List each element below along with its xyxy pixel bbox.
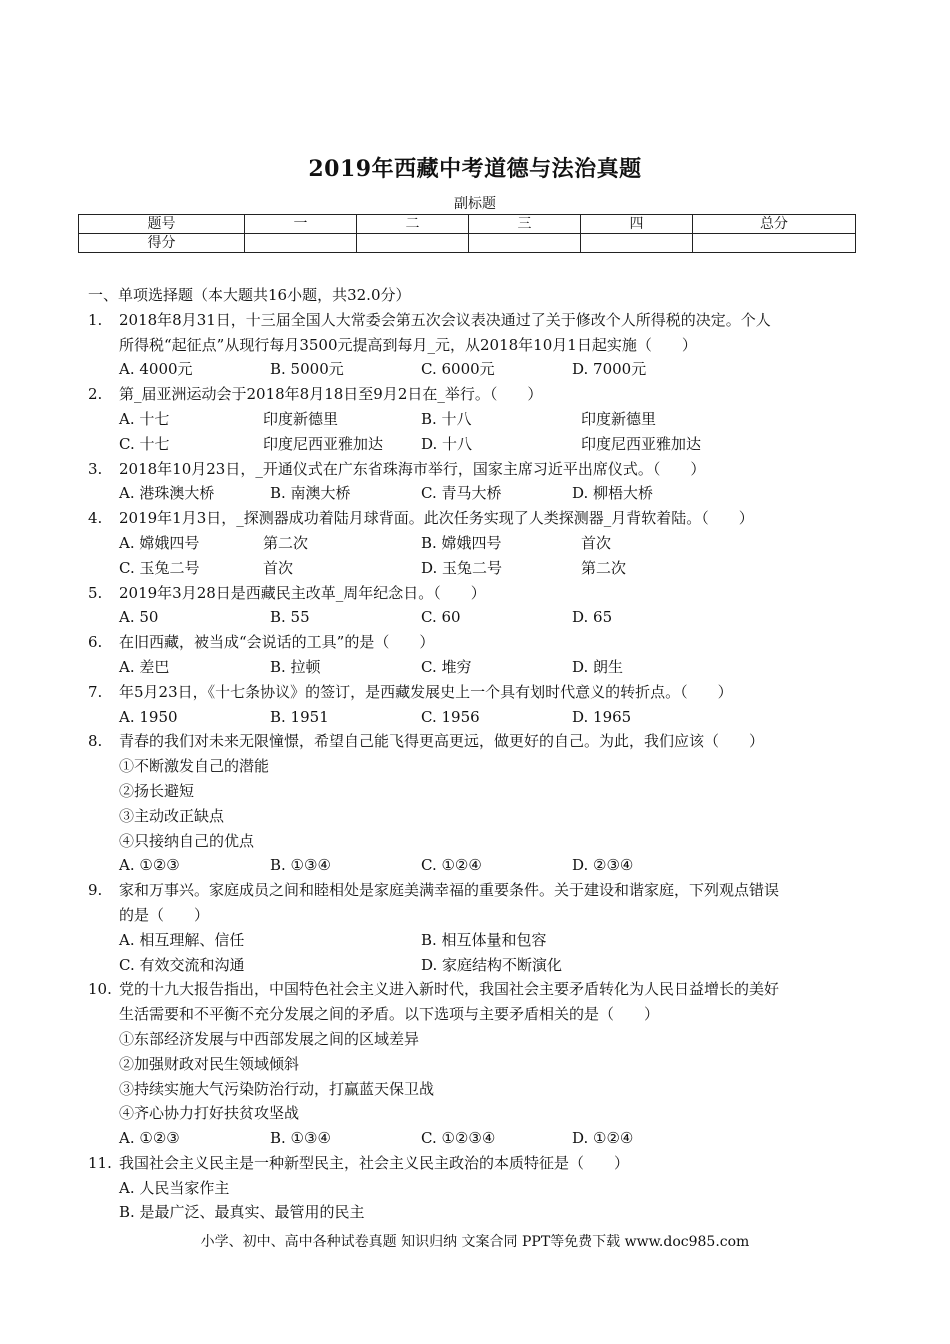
score-cell — [693, 234, 856, 253]
question-line — [88, 729, 858, 754]
option-item: C. ①②③④ — [421, 1129, 496, 1148]
score-header-cell: 三 — [469, 215, 581, 234]
question-line — [88, 581, 858, 606]
question-line — [88, 506, 858, 531]
question-number: 2. — [88, 385, 103, 404]
page-subtitle: 副标题 — [454, 196, 496, 212]
option-item: B. 1951 — [270, 707, 329, 726]
option-item: D. 1965 — [572, 707, 632, 726]
option-item: A. 4000元 — [119, 360, 193, 379]
question-text: 2018年10月23日，_开通仪式在广东省珠海市举行，国家主席习近平出席仪式。（ ） — [119, 459, 706, 478]
option-row — [88, 953, 858, 978]
score-cell — [469, 234, 581, 253]
option-row — [88, 481, 858, 506]
option-item: D. 柳梧大桥 — [572, 484, 654, 503]
score-table-header-row — [79, 215, 856, 234]
question-statement — [88, 1027, 858, 1052]
option-item: C. 1956 — [421, 707, 480, 726]
option-row — [88, 432, 858, 457]
option-row — [88, 1126, 858, 1151]
option-item: C. 青马大桥 — [421, 484, 502, 503]
option-item: B. ①③④ — [270, 1129, 331, 1148]
option-item: 印度尼西亚雅加达 — [263, 434, 384, 453]
score-table-score-row — [79, 234, 856, 253]
question-text: 在旧西藏，被当成“会说话的工具”的是（ ） — [119, 633, 435, 652]
question-statement — [88, 829, 858, 854]
option-item: A. ①②③ — [119, 856, 180, 875]
question-line — [88, 308, 858, 333]
question-statement — [88, 1052, 858, 1077]
question-number: 8. — [88, 732, 103, 751]
section-heading-text: 一、单项选择题（本大题共16小题，共32.0分） — [88, 286, 411, 304]
score-cell — [581, 234, 693, 253]
statement-text: ④只接纳自己的优点 — [119, 831, 255, 850]
option-item: A. 50 — [119, 608, 159, 627]
question-number: 9. — [88, 881, 103, 900]
statement-text: ③持续实施大气污染防治行动，打赢蓝天保卫战 — [119, 1079, 435, 1098]
question-number: 7. — [88, 682, 103, 701]
statement-text: ②加强财政对民生领域倾斜 — [119, 1054, 300, 1073]
question-number: 6. — [88, 633, 103, 652]
option-item: B. ①③④ — [270, 856, 331, 875]
option-item: A. 差巴 — [119, 657, 170, 676]
question-number: 4. — [88, 509, 103, 528]
option-item: D. ②③④ — [572, 856, 634, 875]
section-heading — [88, 283, 858, 308]
option-item: D. 朗生 — [572, 657, 624, 676]
question-line — [88, 680, 858, 705]
question-statement — [88, 1101, 858, 1126]
option-item: A. 人民当家作主 — [119, 1178, 230, 1197]
question-text: 2019年3月28日是西藏民主改革_周年纪念日。（ ） — [119, 583, 486, 602]
statement-text: ④齐心协力打好扶贫攻坚战 — [119, 1104, 300, 1123]
question-text: 所得税“起征点”从现行每月3500元提高到每月_元，从2018年10月1日起实施（ ） — [119, 335, 697, 354]
option-item: B. 嫦娥四号 — [421, 533, 502, 552]
score-cell — [245, 234, 357, 253]
question-text: 党的十九大报告指出，中国特色社会主义进入新时代，我国社会主要矛盾转化为人民日益增长的美好 — [119, 980, 780, 999]
question-text: 生活需要和不平衡不充分发展之间的矛盾。以下选项与主要矛盾相关的是（ ） — [119, 1005, 660, 1024]
question-number: 10. — [88, 980, 112, 999]
question-text: 第_届亚洲运动会于2018年8月18日至9月2日在_举行。（ ） — [119, 385, 543, 404]
question-line — [88, 457, 858, 482]
score-header-cell: 总分 — [693, 215, 856, 234]
question-line — [88, 878, 858, 903]
question-number: 11. — [88, 1153, 112, 1172]
option-item: C. 十七 — [119, 434, 170, 453]
option-item: 第二次 — [581, 558, 627, 577]
option-item: C. 60 — [421, 608, 461, 627]
option-item: A. 嫦娥四号 — [119, 533, 200, 552]
option-item: B. 十八 — [421, 409, 472, 428]
option-row — [88, 556, 858, 581]
question-text: 2019年1月3日，_探测器成功着陆月球背面。此次任务实现了人类探测器_月背软着陆。（ ） — [119, 509, 754, 528]
question-line — [88, 630, 858, 655]
question-text: 的是（ ） — [119, 905, 210, 924]
question-list — [88, 283, 858, 1225]
option-item: A. 1950 — [119, 707, 178, 726]
option-item: B. 55 — [270, 608, 310, 627]
score-table — [78, 214, 856, 253]
option-item: 首次 — [263, 558, 294, 577]
question-number: 5. — [88, 583, 103, 602]
option-item: A. 相互理解、信任 — [119, 930, 245, 949]
question-line — [88, 382, 858, 407]
option-item: A. ①②③ — [119, 1129, 180, 1148]
option-item: D. 7000元 — [572, 360, 647, 379]
option-item: C. 有效交流和沟通 — [119, 955, 245, 974]
option-row — [88, 1176, 858, 1201]
question-text: 年5月23日，《十七条协议》的签订，是西藏发展史上一个具有划时代意义的转折点。（ ） — [119, 682, 733, 701]
page-title: 2019年西藏中考道德与法治真题 — [308, 156, 642, 182]
statement-text: ②扬长避短 — [119, 781, 195, 800]
option-item: 首次 — [581, 533, 612, 552]
score-header-cell: 二 — [357, 215, 469, 234]
option-item: 第二次 — [263, 533, 309, 552]
question-statement — [88, 1077, 858, 1102]
question-line — [88, 903, 858, 928]
option-item: D. 十八 — [421, 434, 473, 453]
option-item: C. 玉兔二号 — [119, 558, 200, 577]
option-row — [88, 1200, 858, 1225]
option-item: B. 南澳大桥 — [270, 484, 351, 503]
option-item: B. 相互体量和包容 — [421, 930, 547, 949]
option-item: D. 65 — [572, 608, 613, 627]
option-row — [88, 705, 858, 730]
question-number: 1. — [88, 310, 103, 329]
statement-text: ③主动改正缺点 — [119, 806, 225, 825]
question-text: 青春的我们对未来无限憧憬，希望自己能飞得更高更远，做更好的自己。为此，我们应该（ ） — [119, 732, 765, 751]
option-row — [88, 605, 858, 630]
option-row — [88, 853, 858, 878]
option-item: A. 港珠澳大桥 — [119, 484, 215, 503]
option-item: C. 6000元 — [421, 360, 495, 379]
question-statement — [88, 754, 858, 779]
score-cell — [357, 234, 469, 253]
statement-text: ①不断激发自己的潜能 — [119, 757, 270, 776]
option-row — [88, 655, 858, 680]
option-item: 印度尼西亚雅加达 — [581, 434, 702, 453]
question-statement — [88, 804, 858, 829]
page-footer: 小学、初中、高中各种试卷真题 知识归纳 文案合同 PPT等免费下载 www.doc985.com — [200, 1234, 750, 1250]
option-item: 印度新德里 — [581, 409, 657, 428]
option-row — [88, 531, 858, 556]
question-line — [88, 1151, 858, 1176]
question-line — [88, 333, 858, 358]
option-item: B. 是最广泛、最真实、最管用的民主 — [119, 1203, 365, 1222]
option-row — [88, 357, 858, 382]
option-item: B. 拉顿 — [270, 657, 321, 676]
option-item: D. 玉兔二号 — [421, 558, 503, 577]
option-item: D. ①②④ — [572, 1129, 634, 1148]
score-row-label: 得分 — [79, 234, 245, 253]
question-statement — [88, 779, 858, 804]
question-text: 2018年8月31日，十三届全国人大常委会第五次会议表决通过了关于修改个人所得税的决定。个人 — [119, 310, 771, 329]
option-item: C. 堆穷 — [421, 657, 472, 676]
option-row — [88, 407, 858, 432]
question-line — [88, 977, 858, 1002]
score-header-cell: 题号 — [79, 215, 245, 234]
score-header-cell: 一 — [245, 215, 357, 234]
option-item: D. 家庭结构不断演化 — [421, 955, 563, 974]
question-text: 我国社会主义民主是一种新型民主，社会主义民主政治的本质特征是（ ） — [119, 1153, 630, 1172]
option-item: C. ①②④ — [421, 856, 482, 875]
question-text: 家和万事兴。家庭成员之间和睦相处是家庭美满幸福的重要条件。关于建设和谐家庭，下列观点错误 — [119, 881, 780, 900]
option-item: A. 十七 — [119, 409, 170, 428]
question-line — [88, 1002, 858, 1027]
question-number: 3. — [88, 459, 103, 478]
option-row — [88, 928, 858, 953]
option-item: B. 5000元 — [270, 360, 344, 379]
option-item: 印度新德里 — [263, 409, 339, 428]
score-header-cell: 四 — [581, 215, 693, 234]
statement-text: ①东部经济发展与中西部发展之间的区域差异 — [119, 1029, 420, 1048]
